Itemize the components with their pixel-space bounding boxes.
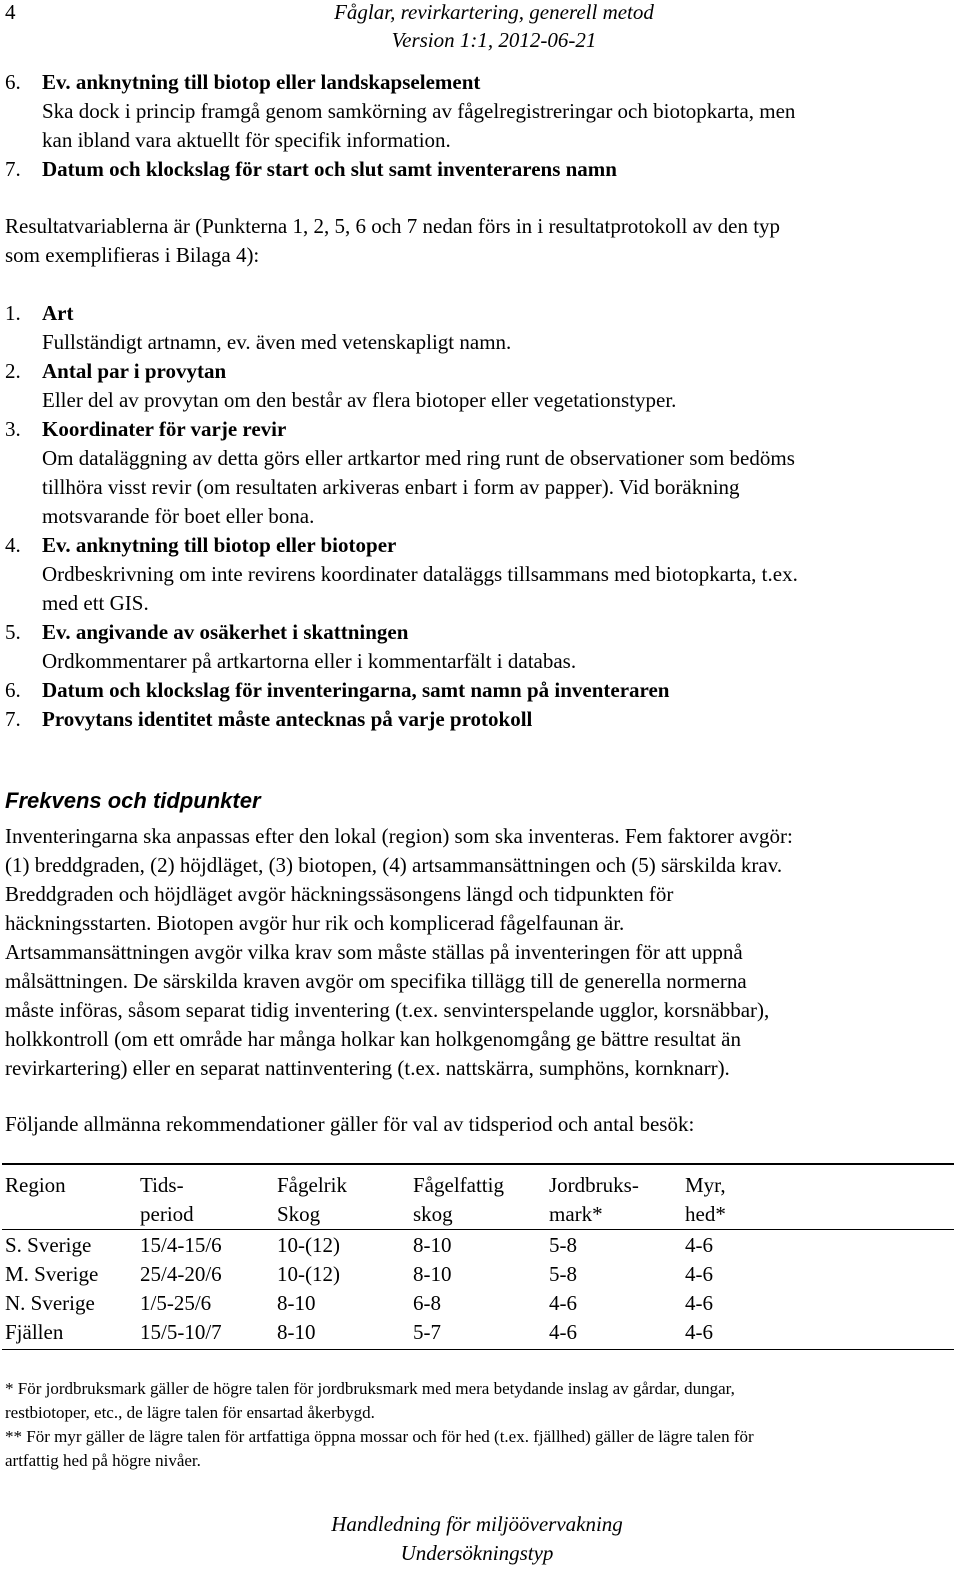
header-cell: mark*: [549, 1202, 603, 1226]
item-title: Ev. angivande av osäkerhet i skattningen: [42, 620, 409, 644]
table-cell: 15/4-15/6: [140, 1233, 222, 1257]
table-cell: 8-10: [277, 1291, 316, 1315]
item-number: 2.: [5, 359, 21, 383]
header-cell: Jordbruks-: [549, 1173, 639, 1197]
table-cell: S. Sverige: [5, 1233, 92, 1257]
table-cell: 10-(12): [277, 1262, 340, 1286]
footer-title: Handledning för miljöövervakning: [331, 1512, 623, 1536]
item-title: Koordinater för varje revir: [42, 417, 287, 441]
item-text: Om dataläggning av detta görs eller artkartor med ring runt de observationer som bedöms: [42, 446, 795, 470]
header-cell: Region: [5, 1173, 66, 1197]
item-title: Provytans identitet måste antecknas på varje protokoll: [42, 707, 533, 731]
table-cell: 15/5-10/7: [140, 1320, 222, 1344]
header-cell: period: [140, 1202, 194, 1226]
item-text: kan ibland vara aktuellt för specifik information.: [42, 128, 451, 152]
paragraph-line: (1) breddgraden, (2) höjdläget, (3) biotopen, (4) artsammansättningen och (5) särskilda krav.: [5, 853, 783, 877]
paragraph-line: måste införas, såsom separat tidig inventering (t.ex. senvinterspelande ugglor, korsnäbbar),: [5, 998, 770, 1022]
item-text: med ett GIS.: [42, 591, 149, 615]
table-lead-text: Följande allmänna rekommendationer gäller för val av tidsperiod och antal besök:: [5, 1112, 695, 1136]
footnote-line: artfattig hed på högre nivåer.: [5, 1451, 201, 1470]
paragraph-line: Artsammansättningen avgör vilka krav som måste ställas på inventeringen för att uppnå: [5, 940, 743, 964]
item-text: Eller del av provytan om den består av flera biotoper eller vegetationstyper.: [42, 388, 677, 412]
paragraph-line: Inventeringarna ska anpassas efter den lokal (region) som ska inventeras. Fem faktorer avgör:: [5, 824, 793, 848]
paragraph-line: holkkontroll (om ett område har många holkar kan holkgenomgång ge bättre resultat än: [5, 1027, 741, 1051]
intro-text: som exemplifieras i Bilaga 4):: [5, 243, 260, 267]
table-cell: 4-6: [685, 1262, 713, 1286]
paragraph-line: häckningsstarten. Biotopen avgör hur rik och komplicerad fågelfaunan är.: [5, 911, 625, 935]
item-text: Fullständigt artnamn, ev. även med vetenskapligt namn.: [42, 330, 512, 354]
table-cell: 4-6: [549, 1320, 577, 1344]
footer-subtitle: Undersökningstyp: [400, 1541, 554, 1565]
table-cell: 4-6: [685, 1320, 713, 1344]
header-cell: Fågelfattig: [413, 1173, 504, 1197]
footnote-line: ** För myr gäller de lägre talen för artfattiga öppna mossar och för hed (t.ex. fjällhed) gäller de lägre talen för: [5, 1427, 754, 1446]
paragraph-line: målsättningen. De särskilda kraven avgör om specifika tillägg till de generella normerna: [5, 969, 747, 993]
table-cell: 4-6: [685, 1233, 713, 1257]
item-number: 6.: [5, 678, 21, 702]
paragraph-line: Breddgraden och höjdläget avgör häckningssäsongens längd och tidpunkten för: [5, 882, 674, 906]
item-number: 5.: [5, 620, 21, 644]
item-number: 7.: [5, 707, 21, 731]
intro-text: Resultatvariablerna är (Punkterna 1, 2, 5, 6 och 7 nedan förs in i resultatprotokoll av den typ: [5, 214, 781, 238]
header-cell: skog: [413, 1202, 453, 1226]
table-cell: Fjällen: [5, 1320, 64, 1344]
document-version: Version 1:1, 2012-06-21: [391, 28, 597, 52]
page-number: 4: [5, 0, 16, 24]
table-cell: N. Sverige: [5, 1291, 95, 1315]
table-header-rule: [2, 1229, 954, 1230]
table-cell: 5-7: [413, 1320, 441, 1344]
item-title: Ev. anknytning till biotop eller landskapselement: [42, 70, 481, 94]
item-text: Ska dock i princip framgå genom samkörning av fågelregistreringar och biotopkarta, men: [42, 99, 796, 123]
item-number: 6.: [5, 70, 21, 94]
item-number: 7.: [5, 157, 21, 181]
header-cell: Skog: [277, 1202, 321, 1226]
item-title: Datum och klockslag för inventeringarna, samt namn på inventeraren: [42, 678, 670, 702]
table-cell: 25/4-20/6: [140, 1262, 222, 1286]
item-title: Antal par i provytan: [42, 359, 227, 383]
header-cell: hed*: [685, 1202, 726, 1226]
item-text: Ordkommentarer på artkartorna eller i kommentarfält i databas.: [42, 649, 577, 673]
item-title: Ev. anknytning till biotop eller biotoper: [42, 533, 397, 557]
table-cell: 6-8: [413, 1291, 441, 1315]
item-title: Datum och klockslag för start och slut samt inventerarens namn: [42, 157, 617, 181]
table-cell: 8-10: [413, 1233, 452, 1257]
header-cell: Fågelrik: [277, 1173, 347, 1197]
table-top-rule: [2, 1163, 954, 1165]
table-cell: 5-8: [549, 1233, 577, 1257]
table-cell: 5-8: [549, 1262, 577, 1286]
table-cell: 10-(12): [277, 1233, 340, 1257]
item-number: 3.: [5, 417, 21, 441]
paragraph-line: revirkartering) eller en separat nattinventering (t.ex. nattskärra, sumphöns, kornknarr).: [5, 1056, 730, 1080]
item-text: motsvarande för boet eller bona.: [42, 504, 315, 528]
table-cell: 1/5-25/6: [140, 1291, 212, 1315]
table-cell: 4-6: [549, 1291, 577, 1315]
item-number: 1.: [5, 301, 21, 325]
item-title: Art: [42, 301, 74, 325]
item-number: 4.: [5, 533, 21, 557]
header-cell: Tids-: [140, 1173, 184, 1197]
item-text: tillhöra visst revir (om resultaten arkiveras enbart i form av papper). Vid boräkning: [42, 475, 740, 499]
table-cell: 4-6: [685, 1291, 713, 1315]
section-heading: Frekvens och tidpunkter: [5, 788, 261, 813]
table-cell: 8-10: [277, 1320, 316, 1344]
footnote-line: restbiotoper, etc., de lägre talen för ensartad åkerbygd.: [5, 1403, 375, 1422]
table-cell: 8-10: [413, 1262, 452, 1286]
item-text: Ordbeskrivning om inte revirens koordinater dataläggs tillsammans med biotopkarta, t.ex.: [42, 562, 798, 586]
header-cell: Myr,: [685, 1173, 726, 1197]
document-title: Fåglar, revirkartering, generell metod: [334, 0, 654, 24]
table-bottom-rule: [2, 1349, 954, 1350]
footnote-line: * För jordbruksmark gäller de högre talen för jordbruksmark med mera betydande inslag av gårdar, dungar,: [5, 1379, 735, 1398]
table-cell: M. Sverige: [5, 1262, 99, 1286]
